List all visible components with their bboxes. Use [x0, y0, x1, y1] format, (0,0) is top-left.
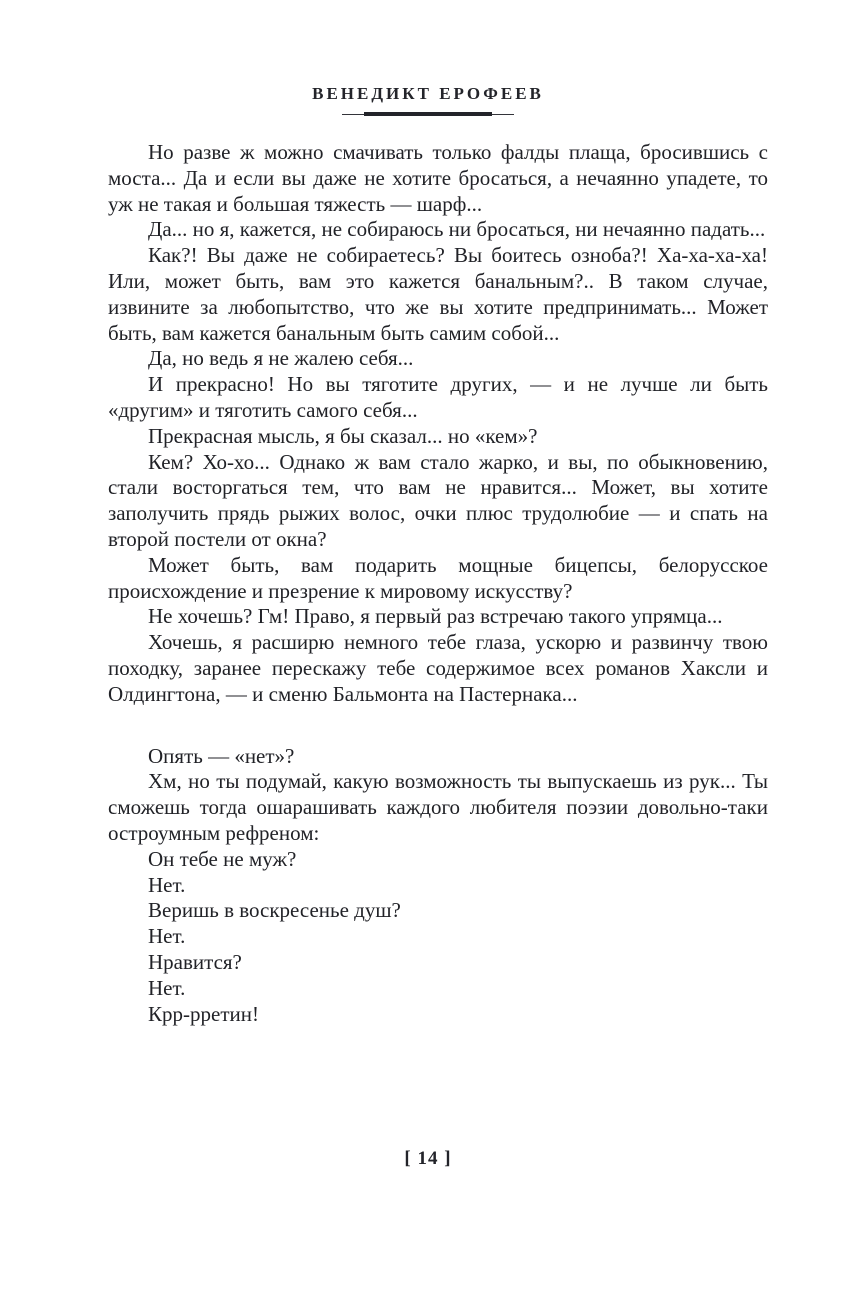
header-rule	[342, 112, 514, 117]
paragraph: Как?! Вы даже не собираетесь? Вы боитесь озноба?! Ха-ха-ха-ха! Или, может быть, вам это кажется банальным?.. В таком случае, извините за любопытство, что же вы хотите предпринимать... Может быть, вам кажется банальным быть самим собой...	[108, 243, 768, 345]
running-header: ВЕНЕДИКТ ЕРОФЕЕВ	[312, 84, 544, 103]
dialogue-line: Он тебе не муж?	[148, 846, 297, 871]
paragraph: И прекрасно! Но вы тяготите других, — и не лучше ли быть «другим» и тяготить самого себя...	[108, 372, 768, 422]
paragraph: Не хочешь? Гм! Право, я первый раз встречаю такого упрямца...	[148, 604, 723, 629]
dialogue-line: Нравится?	[148, 949, 242, 974]
paragraph: Может быть, вам подарить мощные бицепсы, белорусское происхождение и презрение к мировому искусству?	[108, 552, 768, 603]
paragraph: Да... но я, кажется, не собираюсь ни бросаться, ни нечаянно падать...	[148, 217, 766, 242]
paragraph: Прекрасная мысль, я бы сказал... но «кем»?	[148, 423, 538, 448]
paragraph: Опять — «нет»?	[148, 743, 295, 768]
page-number: [ 14 ]	[404, 1148, 452, 1169]
paragraph: Кем? Хо-хо... Однако ж вам стало жарко, и вы, по обыкновению, стали восторгаться тем, что вам не нравится... Может, вы хотите заполучить прядь рыжих волос, очки плюс трудолюбие — и спать на второй постели от окна?	[108, 449, 768, 551]
dialogue-line: Нет.	[148, 872, 186, 897]
paragraph: Да, но ведь я не жалею себя...	[148, 346, 414, 371]
text-section-1	[108, 140, 768, 708]
header-rule-thick-bar	[364, 112, 492, 116]
dialogue-line: Нет.	[148, 975, 186, 1000]
dialogue-line: Крр-рретин!	[148, 1001, 259, 1026]
paragraph: Хм, но ты подумай, какую возможность ты выпускаешь из рук... Ты сможешь тогда ошарашивать каждого любителя поэзии довольно-таки остроумным рефреном:	[108, 769, 768, 845]
body-text	[108, 140, 768, 1027]
dialogue-line: Нет.	[148, 924, 186, 949]
text-section-2	[108, 744, 768, 1028]
dialogue-line: Веришь в воскресенье душ?	[148, 898, 401, 923]
paragraph: Но разве ж можно смачивать только фалды плаща, бросившись с моста... Да и если вы даже не хотите бросаться, а нечаянно упадете, то уж не такая и большая тяжесть — шарф...	[108, 140, 768, 216]
paragraph: Хочешь, я расширю немного тебе глаза, ускорю и развинчу твою походку, заранее перескажу тебе содержимое всех романов Хаксли и Олдингтона, — и сменю Бальмонта на Пастернака...	[108, 630, 768, 706]
